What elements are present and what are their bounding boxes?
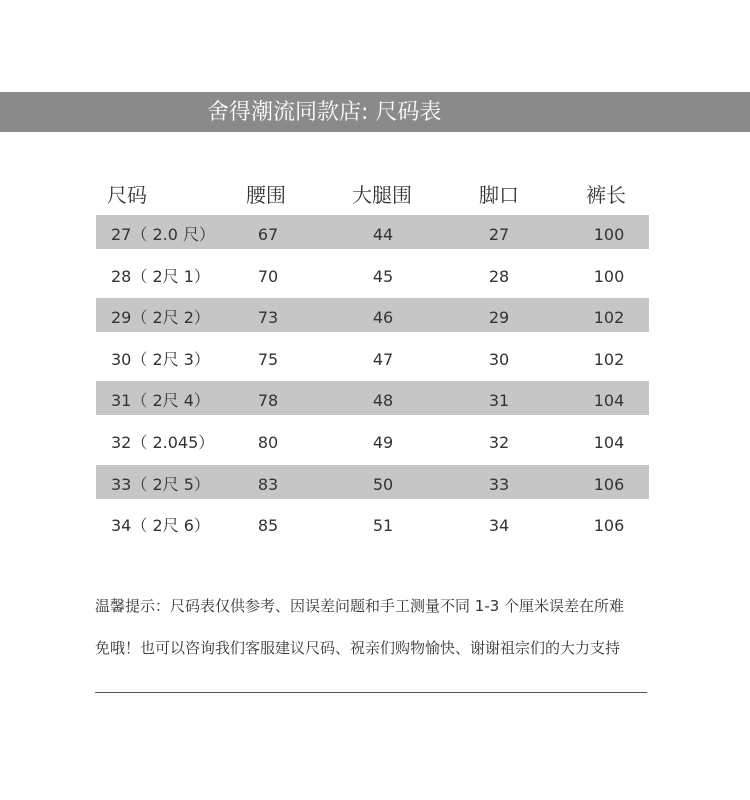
cell-length: 106 bbox=[593, 474, 625, 494]
cell-size: 30（ 2尺 3） bbox=[111, 349, 210, 369]
table-row bbox=[96, 298, 649, 340]
cell-length: 104 bbox=[593, 391, 625, 411]
page-title: 舍得潮流同款店: 尺码表 bbox=[207, 100, 442, 125]
table-row bbox=[96, 381, 649, 423]
notes-section bbox=[95, 596, 655, 658]
cell-thigh: 45 bbox=[372, 266, 394, 286]
table-row bbox=[96, 215, 649, 257]
cell-thigh: 50 bbox=[372, 474, 394, 494]
cell-size: 31（ 2尺 4） bbox=[111, 391, 210, 411]
cell-length: 100 bbox=[593, 266, 625, 286]
cell-size: 28（ 2尺 1） bbox=[111, 266, 210, 286]
note-line-1: 温馨提示：尺码表仅供参考、因误差问题和手工测量不同 1-3 个厘米误差在所难 bbox=[95, 597, 625, 615]
table-body bbox=[96, 215, 649, 548]
header-length: 裤长 bbox=[586, 183, 626, 207]
cell-size: 33（ 2尺 5） bbox=[111, 474, 210, 494]
table-row bbox=[96, 465, 649, 507]
cell-thigh: 46 bbox=[372, 308, 394, 328]
cell-waist: 83 bbox=[257, 474, 279, 494]
table-header-row bbox=[96, 176, 649, 215]
cell-size: 32（ 2.045） bbox=[111, 432, 215, 452]
table-row bbox=[96, 340, 649, 382]
cell-length: 106 bbox=[593, 516, 625, 536]
cell-length: 100 bbox=[593, 225, 625, 244]
header-size: 尺码 bbox=[107, 183, 147, 207]
cell-length: 104 bbox=[593, 432, 625, 452]
cell-size: 27（ 2.0 尺） bbox=[111, 225, 215, 244]
cell-waist: 73 bbox=[257, 308, 279, 328]
cell-waist: 70 bbox=[257, 266, 279, 286]
cell-hem: 29 bbox=[488, 308, 510, 328]
cell-thigh: 51 bbox=[372, 516, 394, 536]
table-row bbox=[96, 506, 649, 548]
table-row bbox=[96, 257, 649, 299]
cell-hem: 33 bbox=[488, 474, 510, 494]
table-row bbox=[96, 423, 649, 465]
cell-thigh: 44 bbox=[372, 225, 394, 244]
header-hem: 脚口 bbox=[479, 183, 519, 207]
cell-hem: 27 bbox=[488, 225, 510, 244]
cell-thigh: 49 bbox=[372, 432, 394, 452]
cell-thigh: 48 bbox=[372, 391, 394, 411]
cell-length: 102 bbox=[593, 349, 625, 369]
cell-hem: 31 bbox=[488, 391, 510, 411]
cell-waist: 78 bbox=[257, 391, 279, 411]
cell-waist: 67 bbox=[257, 225, 279, 244]
cell-length: 102 bbox=[593, 308, 625, 328]
cell-hem: 30 bbox=[488, 349, 510, 369]
size-chart-table bbox=[96, 176, 649, 548]
header-waist: 腰围 bbox=[246, 183, 286, 207]
cell-hem: 32 bbox=[488, 432, 510, 452]
cell-hem: 28 bbox=[488, 266, 510, 286]
bottom-divider bbox=[95, 692, 647, 693]
cell-size: 34（ 2尺 6） bbox=[111, 516, 210, 536]
note-line-2: 免哦！也可以咨询我们客服建议尺码、祝亲们购物愉快、谢谢祖宗们的大力支持 bbox=[95, 639, 621, 657]
cell-waist: 75 bbox=[257, 349, 279, 369]
title-banner bbox=[0, 92, 750, 132]
cell-waist: 80 bbox=[257, 432, 279, 452]
cell-size: 29（ 2尺 2） bbox=[111, 308, 210, 328]
header-thigh: 大腿围 bbox=[352, 183, 412, 207]
cell-waist: 85 bbox=[257, 516, 279, 536]
cell-hem: 34 bbox=[488, 516, 510, 536]
cell-thigh: 47 bbox=[372, 349, 394, 369]
